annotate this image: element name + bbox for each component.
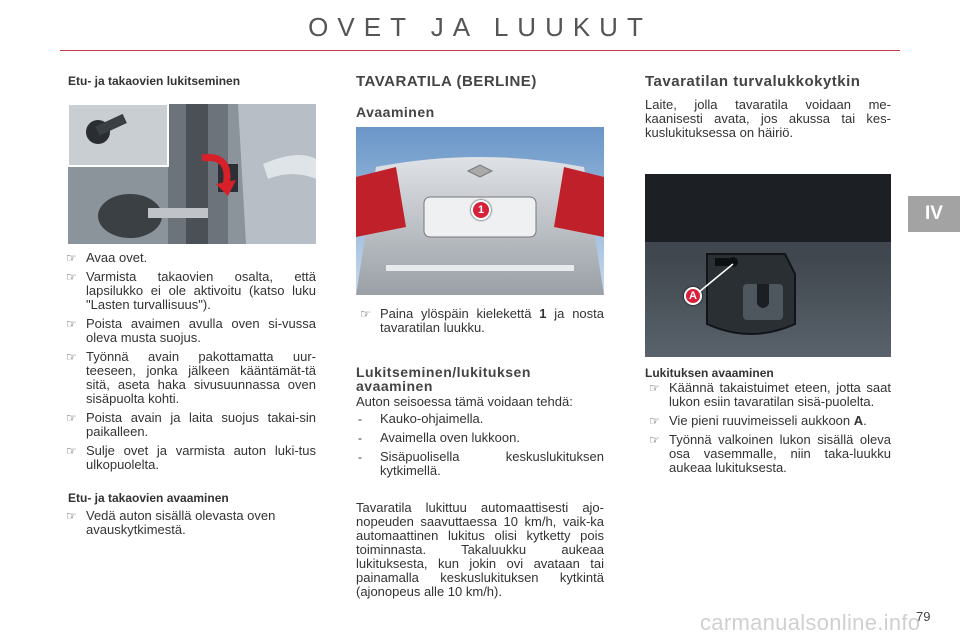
list-item: - Sisäpuolisella keskuslukituksen kytkimellä. bbox=[358, 449, 604, 478]
pointing-hand-icon: ☞ bbox=[66, 251, 77, 265]
list-item: - Avaimella oven lukkoon. bbox=[358, 430, 520, 445]
list-item: ☞ Sulje ovet ja varmista auton luki-tus ulkopuolelta. bbox=[66, 443, 316, 472]
section-title-boot: TAVARATILA (BERLINE) bbox=[356, 73, 537, 90]
list-item: ☞ Työnnä valkoinen lukon sisällä oleva osa vasemmalle, niin taka-luukku aukeaa lukituksesta. bbox=[649, 432, 891, 475]
heading-opening-doors: Etu- ja takaovien avaaminen bbox=[68, 491, 229, 505]
door-lock-illustration bbox=[68, 104, 316, 244]
list-item: ☞ Vedä auton sisällä olevasta oven avauskytkimestä. bbox=[66, 508, 276, 537]
boot-lock-image bbox=[645, 174, 891, 357]
chapter-tab: IV bbox=[908, 196, 960, 232]
list-item: - Kauko-ohjaimella. bbox=[358, 411, 484, 426]
subheading-opening: Avaaminen bbox=[356, 104, 435, 120]
heading-locking: Etu- ja takaovien lukitseminen bbox=[68, 74, 241, 88]
subheading-locking-unlocking: Lukitseminen/lukituksen avaaminen bbox=[356, 364, 531, 394]
heading-emergency-lock: Tavaratilan turvalukkokytkin bbox=[645, 73, 861, 90]
pointing-hand-icon: ☞ bbox=[649, 381, 660, 395]
boot-opening-list bbox=[356, 307, 604, 340]
title-divider bbox=[60, 50, 900, 51]
watermark: carmanualsonline.info bbox=[700, 610, 921, 635]
list-item: ☞ Vie pieni ruuvimeisseli aukkoon A. bbox=[649, 413, 867, 428]
list-item: ☞ Avaa ovet. bbox=[66, 250, 148, 265]
boot-lock-illustration bbox=[645, 174, 891, 357]
callout-1-badge: 1 bbox=[471, 200, 491, 220]
subheading-unlocking: Lukituksen avaaminen bbox=[645, 366, 774, 380]
pointing-hand-icon: ☞ bbox=[66, 411, 77, 425]
list-item: ☞ Käännä takaistuimet eteen, jotta saat lukon esiin tavaratilan sisä-puolelta. bbox=[649, 380, 891, 409]
pointer-line bbox=[697, 262, 737, 294]
opening-steps-list bbox=[62, 509, 316, 542]
boot-illustration bbox=[356, 127, 604, 295]
pointing-hand-icon: ☞ bbox=[66, 509, 77, 523]
pointing-hand-icon: ☞ bbox=[360, 307, 371, 321]
curved-arrow-icon bbox=[196, 148, 240, 198]
pointing-hand-icon: ☞ bbox=[66, 270, 77, 284]
list-item: ☞ Varmista takaovien osalta, että lapsilukko ei ole aktivoitu (katso luku "Lasten turvallisuus"). bbox=[66, 269, 316, 312]
page-title: OVET JA LUUKUT bbox=[308, 12, 652, 42]
list-item: ☞ Poista avaimen avulla oven si-vussa oleva musta suojus. bbox=[66, 316, 316, 345]
pointing-hand-icon: ☞ bbox=[66, 317, 77, 331]
locking-intro: Auton seisoessa tämä voidaan tehdä: bbox=[356, 394, 573, 409]
unlocking-steps-list bbox=[645, 381, 891, 480]
auto-lock-paragraph: Tavaratila lukittuu automaattisesti ajo-nopeuden saavuttaessa 10 km/h, vaik-ka automaattinen lukitus olisi kytketty pois toiminnasta. Takaluukku aukeaa lukituksesta, kun jokin ovi avataan tai painamalla keskuslukituksen kytkintä (ajonopeus alle 10 km/h). bbox=[356, 500, 604, 599]
pointing-hand-icon: ☞ bbox=[649, 414, 660, 428]
list-item: ☞ Työnnä avain pakottamatta uur-teeseen, jonka jälkeen kääntämät-tä sitä, aseta haka sivusuunnassa oven sisäpuolta kohti. bbox=[66, 349, 316, 406]
emergency-lock-description: Laite, jolla tavaratila voidaan me-kaanisesti avata, jos akussa tai kes-kuslukituksessa on häiriö. bbox=[645, 97, 891, 140]
callout-a-badge: A bbox=[684, 287, 702, 305]
list-item: ☞ Poista avain ja laita suojus takai-sin paikalleen. bbox=[66, 410, 316, 439]
page-number: 79 bbox=[916, 609, 931, 624]
pointing-hand-icon: ☞ bbox=[66, 444, 77, 458]
locking-methods-list bbox=[356, 412, 604, 483]
pointing-hand-icon: ☞ bbox=[66, 350, 77, 364]
pointing-hand-icon: ☞ bbox=[649, 433, 660, 447]
locking-steps-list bbox=[62, 251, 316, 477]
door-lock-image bbox=[68, 104, 316, 244]
list-item: ☞ Paina ylöspäin kielekettä 1 ja nosta tavaratilan luukku. bbox=[360, 306, 604, 335]
